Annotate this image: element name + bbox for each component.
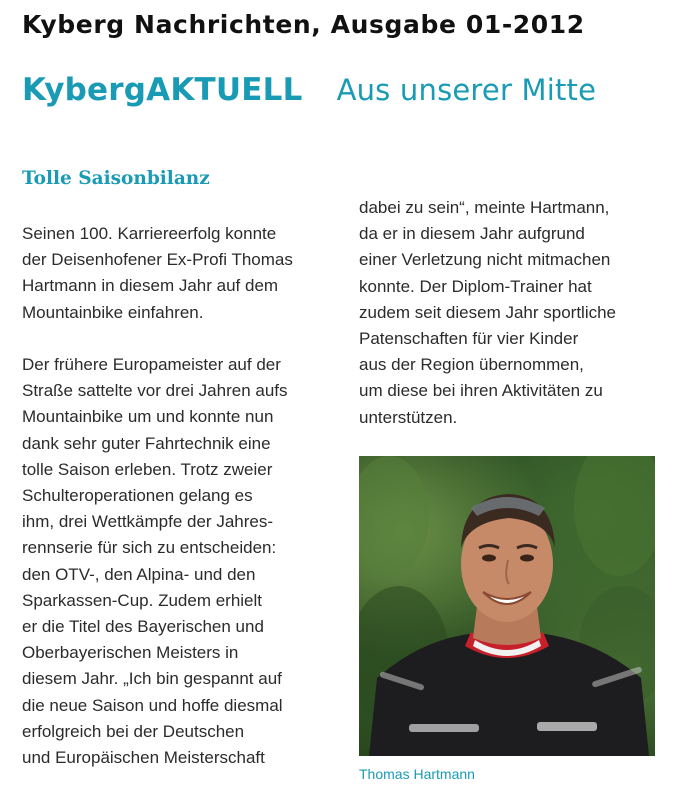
- text-line: Hartmann in diesem Jahr auf dem: [22, 276, 279, 296]
- text-line: dabei zu sein“, meinte Hartmann,: [359, 198, 610, 217]
- paragraph-2: [22, 352, 322, 771]
- photo-caption: Thomas Hartmann: [359, 766, 475, 782]
- text-line: die neue Saison und hoffe diesmal: [22, 695, 283, 715]
- text-line: Mountainbike einfahren.: [22, 302, 204, 322]
- text-line: Mountainbike um und konnte nun: [22, 407, 274, 427]
- text-line: da er in diesem Jahr aufgrund: [359, 224, 585, 244]
- text-line: um diese bei ihren Aktivitäten zu: [359, 381, 603, 401]
- text-line: ihm, drei Wettkämpfe der Jahres-: [22, 512, 273, 532]
- section-title: Aus unserer Mitte: [336, 73, 597, 107]
- publication-header: Kyberg Nachrichten, Ausgabe 01-2012: [22, 10, 585, 39]
- text-line: diesem Jahr. „Ich bin gespannt auf: [22, 669, 282, 689]
- text-line: den OTV-, den Alpina- und den: [22, 564, 256, 584]
- text-line: dank sehr guter Fahrtechnik eine: [22, 433, 271, 453]
- text-line: Der frühere Europameister auf der: [22, 355, 281, 374]
- text-line: unterstützen.: [359, 407, 458, 427]
- text-line: Seinen 100. Karriereerfolg konnte: [22, 224, 277, 243]
- text-line: einer Verletzung nicht mitmachen: [359, 250, 611, 270]
- text-line: erfolgreich bei der Deutschen: [22, 721, 245, 741]
- text-line: Oberbayerischen Meisters in: [22, 643, 239, 663]
- text-line: aus der Region übernommen,: [359, 355, 584, 375]
- text-line: konnte. Der Diplom-Trainer hat: [359, 276, 592, 296]
- text-line: Sparkassen-Cup. Zudem erhielt: [22, 590, 263, 610]
- portrait-illustration: [359, 456, 655, 756]
- text-line: Straße sattelte vor drei Jahren aufs: [22, 381, 288, 401]
- text-line: rennserie für sich zu entscheiden:: [22, 538, 277, 558]
- paragraph-3: [359, 195, 659, 431]
- text-line: Schulteroperationen gelang es: [22, 486, 253, 506]
- text-line: und Europäischen Meisterschaft: [22, 748, 265, 768]
- article-column-right: [359, 195, 659, 431]
- portrait-photo: [359, 456, 655, 756]
- paragraph-1: [22, 221, 322, 326]
- brand-name: KybergAKTUELL: [22, 72, 303, 108]
- text-line: tolle Saison erleben. Trotz zweier: [22, 459, 273, 479]
- article-headline: Tolle Saisonbilanz: [22, 168, 210, 189]
- text-line: der Deisenhofener Ex-Profi Thomas: [22, 250, 293, 270]
- text-line: zudem seit diesem Jahr sportliche: [359, 302, 617, 322]
- text-line: Patenschaften für vier Kinder: [359, 329, 579, 349]
- brand-row: [22, 72, 596, 108]
- text-line: er die Titel des Bayerischen und: [22, 617, 264, 637]
- article-column-left: [22, 221, 322, 771]
